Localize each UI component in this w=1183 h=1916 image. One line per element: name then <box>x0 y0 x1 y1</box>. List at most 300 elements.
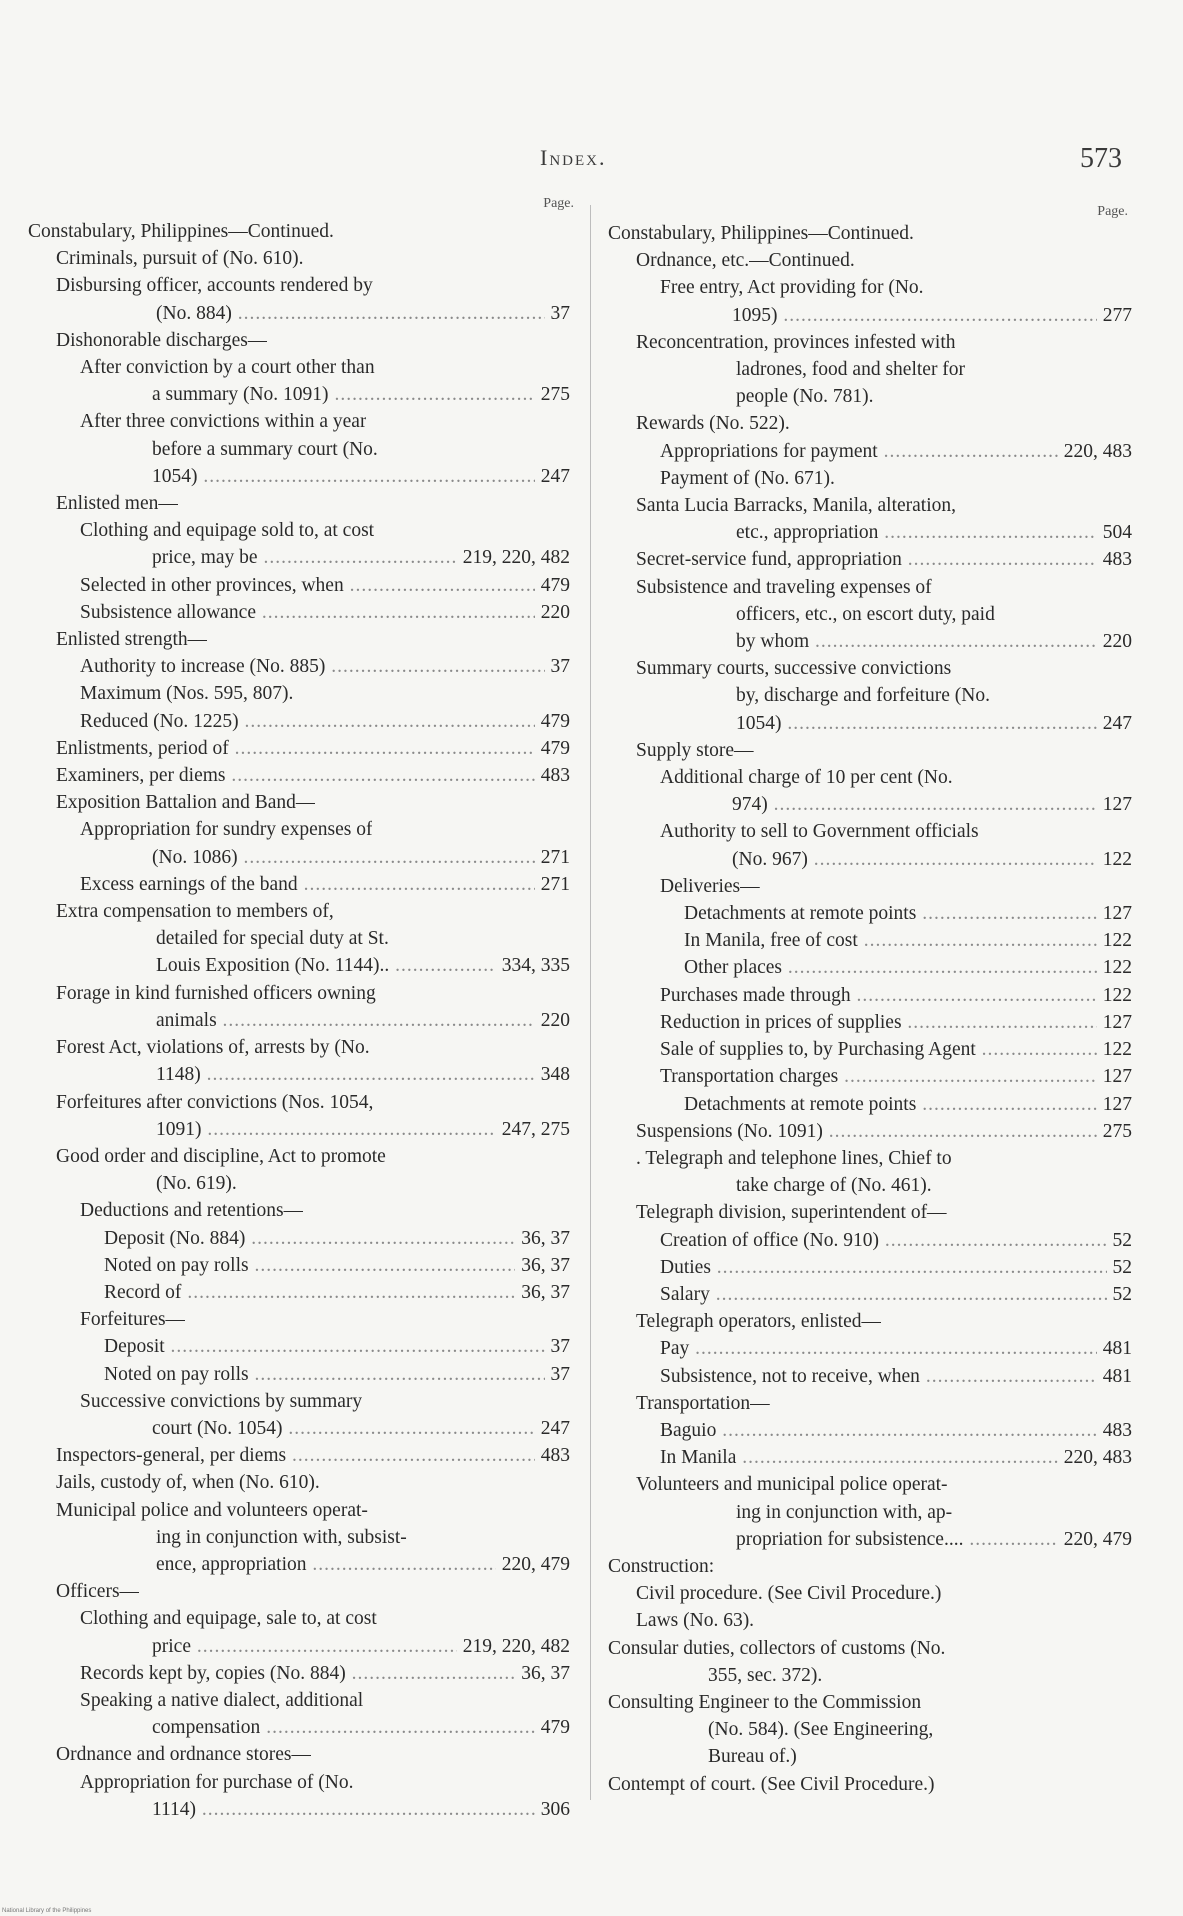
index-entry-text: Record of ..... <box>104 1279 558 1306</box>
index-entry-line <box>156 300 568 327</box>
index-entry <box>80 708 568 735</box>
index-entry <box>660 982 1138 1009</box>
index-entry-text: Jails, custody of, when (No. 610). <box>56 1472 320 1494</box>
index-entry-line <box>156 1551 568 1578</box>
index-page-ref: 37 <box>545 300 571 327</box>
index-page-ref: 220 <box>535 599 570 626</box>
index-page-ref: 277 <box>1097 302 1132 329</box>
index-entry-line <box>660 1444 1138 1471</box>
index-entry <box>56 1034 568 1088</box>
page-header <box>0 145 1183 181</box>
index-page-ref: 275 <box>535 381 570 408</box>
index-entry <box>660 1254 1138 1281</box>
index-entry <box>660 1227 1138 1254</box>
index-entry-text: Deposit (No. 884) ..... <box>104 1225 558 1252</box>
page-column-label: Page. <box>543 196 574 211</box>
index-entry-text: Duties ..... <box>660 1254 1122 1281</box>
index-entry-line <box>56 1089 568 1116</box>
index-entry-text: Supply store— <box>636 739 754 761</box>
index-page-ref: 271 <box>535 871 570 898</box>
index-entry <box>56 1143 568 1197</box>
index-entry-line <box>636 410 1138 437</box>
index-entry-text: Maximum (Nos. 595, 807). <box>80 683 294 705</box>
index-entry-text: After conviction by a court other than <box>80 357 375 379</box>
index-page-ref: 483 <box>1097 546 1132 573</box>
index-entry-text: Appropriation for purchase of (No. <box>80 1771 354 1793</box>
index-entry <box>660 1036 1138 1063</box>
index-entry-text: Secret-service fund, appropriation ..... <box>636 546 1122 573</box>
index-entry-text: Forest Act, violations of, arrests by (No. <box>56 1037 370 1059</box>
index-entry-text: Exposition Battalion and Band— <box>56 792 316 814</box>
index-entry-line <box>80 1605 568 1632</box>
index-entry-line <box>80 1687 568 1714</box>
index-entry-text: Appropriations for payment ..... <box>660 438 1122 465</box>
index-entry-text: Other places ..... <box>684 954 1122 981</box>
index-entry <box>80 1660 568 1687</box>
index-entry-text: Free entry, Act providing for (No. <box>660 277 924 299</box>
index-entry <box>56 1578 568 1605</box>
index-entry-text: Consular duties, collectors of customs (No. <box>608 1637 946 1659</box>
index-entry-text: Deliveries— <box>660 875 760 897</box>
index-entry-text: Clothing and equipage sold to, at cost <box>80 520 375 542</box>
index-page-ref: 220, 479 <box>1058 1526 1132 1553</box>
index-entry <box>56 245 568 272</box>
index-entry-line <box>660 982 1138 1009</box>
index-entry <box>80 816 568 870</box>
index-entry-text: Appropriation for sundry expenses of <box>80 819 373 841</box>
index-entry-line <box>660 1363 1138 1390</box>
index-entry-line <box>156 1524 568 1551</box>
index-entry <box>636 655 1138 737</box>
index-entry <box>660 274 1138 328</box>
index-entry-line <box>684 927 1138 954</box>
index-entry-line <box>80 517 568 544</box>
index-entry <box>660 1009 1138 1036</box>
index-entry-text: Reduction in prices of supplies ..... <box>660 1009 1122 1036</box>
index-entry-line <box>56 898 568 925</box>
index-entry-line <box>80 1306 568 1333</box>
index-entry-line <box>156 952 568 979</box>
index-entry <box>80 653 568 680</box>
index-entry-text: Contempt of court. (See Civil Procedure.) <box>608 1773 935 1795</box>
index-entry-line <box>608 1635 1138 1662</box>
index-entry <box>660 1444 1138 1471</box>
index-entry-text: Telegraph operators, enlisted— <box>636 1311 882 1333</box>
index-entry-line <box>736 1172 1138 1199</box>
index-entry-line <box>732 791 1138 818</box>
index-entry-line <box>56 272 568 299</box>
index-page-ref: 247 <box>1097 710 1132 737</box>
index-entry-line <box>636 492 1138 519</box>
index-entry <box>636 247 1138 274</box>
index-entry-text: Louis Exposition (No. 1144).. ..... <box>156 952 558 979</box>
index-page-ref: 334, 335 <box>496 952 570 979</box>
index-entry-line <box>80 1769 568 1796</box>
index-entry-line <box>636 247 1138 274</box>
index-entry <box>636 329 1138 411</box>
index-entry-line <box>104 1333 568 1360</box>
index-entry-text: Suspensions (No. 1091) ..... <box>636 1118 1122 1145</box>
index-entry-text: ing in conjunction with, ap- <box>736 1501 953 1523</box>
index-entry-text: Selected in other provinces, when ..... <box>80 572 558 599</box>
index-entry-line <box>80 871 568 898</box>
index-entry <box>636 546 1138 573</box>
index-entry-line <box>152 463 568 490</box>
index-entry <box>80 572 568 599</box>
index-entry-text: Construction: <box>608 1555 715 1577</box>
index-entry-line <box>80 1388 568 1415</box>
index-page-ref: 247 <box>535 1415 570 1442</box>
index-entry <box>56 980 568 1034</box>
index-page-ref: 247 <box>535 463 570 490</box>
index-entry-line <box>636 1607 1138 1634</box>
index-entry-text: Forfeitures— <box>80 1309 186 1331</box>
running-title: Index. <box>540 145 607 170</box>
index-page-ref: 36, 37 <box>515 1660 570 1687</box>
index-entry-text: compensation ..... <box>152 1714 558 1741</box>
index-entry <box>80 680 568 707</box>
index-entry-line <box>608 1689 1138 1716</box>
index-entry-line <box>660 873 1138 900</box>
index-entry <box>608 1553 1138 1580</box>
index-entry-text: Constabulary, Philippines—Continued. <box>28 221 334 242</box>
index-entry-text: Creation of office (No. 910) ..... <box>660 1227 1122 1254</box>
index-entry <box>80 871 568 898</box>
index-entry <box>104 1333 568 1360</box>
index-entry-text: Inspectors-general, per diems ..... <box>56 1442 558 1469</box>
index-entry <box>80 1605 568 1659</box>
index-entry <box>56 898 568 980</box>
index-column-right <box>608 200 1138 1798</box>
index-entry-text: Authority to increase (No. 885) ..... <box>80 653 558 680</box>
index-entry <box>636 1199 1138 1226</box>
index-entry-text: Examiners, per diems ..... <box>56 762 558 789</box>
index-entry-text: ence, appropriation ..... <box>156 1551 558 1578</box>
index-page-ref: 37 <box>545 653 571 680</box>
index-entry-text: Deposit ..... <box>104 1333 558 1360</box>
index-entry-text: 1148) ..... <box>156 1061 558 1088</box>
index-entry <box>636 1580 1138 1607</box>
index-entry-text: Forfeitures after convictions (Nos. 1054, <box>56 1091 374 1113</box>
index-entry-line <box>156 1170 568 1197</box>
index-entry-text: officers, etc., on escort duty, paid <box>736 603 995 625</box>
index-entry <box>636 1118 1138 1145</box>
index-entry-text: Additional charge of 10 per cent (No. <box>660 767 953 789</box>
index-entry-text: Payment of (No. 671). <box>660 467 835 489</box>
index-entry <box>636 1145 1138 1199</box>
index-entry-line <box>660 1009 1138 1036</box>
index-entry-line <box>104 1361 568 1388</box>
index-entry-line <box>152 1796 568 1823</box>
index-page-ref: 306 <box>535 1796 570 1823</box>
index-column-left <box>28 196 574 1823</box>
index-entry-line <box>660 1036 1138 1063</box>
index-entry <box>80 1388 568 1442</box>
index-entry-text: (No. 967) ..... <box>732 846 1122 873</box>
index-entry-text: Records kept by, copies (No. 884) ..... <box>80 1660 558 1687</box>
index-page-ref: 52 <box>1107 1281 1133 1308</box>
index-entry <box>104 1252 568 1279</box>
index-page-ref: 247, 275 <box>496 1116 570 1143</box>
index-entry <box>636 574 1138 656</box>
index-entry-text: Criminals, pursuit of (No. 610). <box>56 248 304 270</box>
index-entry-line <box>660 1417 1138 1444</box>
index-entry-text: Ordnance, etc.—Continued. <box>636 250 855 272</box>
index-entry <box>56 272 568 326</box>
index-entry <box>104 1361 568 1388</box>
index-entry-line <box>684 954 1138 981</box>
index-entry-line <box>636 1199 1138 1226</box>
index-entry-text: Speaking a native dialect, additional <box>80 1689 364 1711</box>
index-page-ref: 127 <box>1097 1063 1132 1090</box>
index-entry <box>636 1308 1138 1335</box>
index-entry <box>660 1281 1138 1308</box>
index-page-ref: 275 <box>1097 1118 1132 1145</box>
index-entry-text: In Manila ..... <box>660 1444 1122 1471</box>
index-entry-line <box>56 980 568 1007</box>
index-entry-line <box>80 680 568 707</box>
index-entry-text: etc., appropriation ..... <box>736 519 1122 546</box>
index-entry <box>56 1089 568 1143</box>
index-entry-text: Clothing and equipage, sale to, at cost <box>80 1608 377 1630</box>
index-page-ref: 220, 483 <box>1058 438 1132 465</box>
index-page-ref: 348 <box>535 1061 570 1088</box>
index-entry <box>608 1689 1138 1771</box>
index-entry-line <box>104 1225 568 1252</box>
index-entry <box>636 737 1138 764</box>
index-entry-line <box>636 1580 1138 1607</box>
index-entry-text: animals ..... <box>156 1007 558 1034</box>
index-entry-line <box>152 436 568 463</box>
index-entry-line <box>608 1771 1138 1798</box>
index-entry-line <box>80 354 568 381</box>
index-page-ref: 127 <box>1097 900 1132 927</box>
index-entry-text: Subsistence allowance ..... <box>80 599 558 626</box>
index-page-ref: 483 <box>1097 1417 1132 1444</box>
index-entry-text: ing in conjunction with, subsist- <box>156 1526 407 1548</box>
index-entry <box>660 1417 1138 1444</box>
index-entry-text: (No. 884) ..... <box>156 300 558 327</box>
index-entry-text: Telegraph division, superintendent of— <box>636 1202 947 1224</box>
index-entry-line <box>608 220 1138 247</box>
index-page-ref: 37 <box>545 1333 571 1360</box>
index-entry-line <box>156 925 568 952</box>
index-entry-text: Transportation— <box>636 1392 770 1414</box>
column-divider <box>590 205 591 1800</box>
index-entry-text: Purchases made through ..... <box>660 982 1122 1009</box>
index-page-ref: 479 <box>535 1714 570 1741</box>
index-entry-text: Successive convictions by summary <box>80 1390 363 1412</box>
index-entry-text: Noted on pay rolls ..... <box>104 1361 558 1388</box>
index-entry-text: a summary (No. 1091) ..... <box>152 381 558 408</box>
index-entry-text: Subsistence, not to receive, when ..... <box>660 1363 1122 1390</box>
index-entry <box>80 1306 568 1333</box>
index-entry <box>56 490 568 517</box>
index-entry-text: 1091) ..... <box>156 1116 558 1143</box>
index-entry-line <box>56 1143 568 1170</box>
index-entry-text: Deductions and retentions— <box>80 1200 304 1222</box>
index-entry <box>660 438 1138 465</box>
index-entry-line <box>56 245 568 272</box>
index-entry <box>660 1363 1138 1390</box>
index-entry-line <box>636 737 1138 764</box>
index-entry-text: Consulting Engineer to the Commission <box>608 1691 922 1713</box>
index-entry-line <box>736 519 1138 546</box>
index-entry-line <box>104 1279 568 1306</box>
index-entry-line <box>56 1034 568 1061</box>
index-entry-line <box>636 1145 1138 1172</box>
index-entry-text: 355, sec. 372). <box>708 1664 823 1686</box>
index-entry-text: (No. 1086) ..... <box>152 844 558 871</box>
index-page-ref: 219, 220, 482 <box>457 1633 570 1660</box>
index-page-ref: 271 <box>535 844 570 871</box>
index-page-ref: 122 <box>1097 1036 1132 1063</box>
index-entry <box>684 954 1138 981</box>
index-entry-line <box>56 789 568 816</box>
index-entry-line <box>152 844 568 871</box>
index-entry-text: Volunteers and municipal police operat- <box>636 1474 948 1496</box>
index-entry-line <box>80 1197 568 1224</box>
index-entry <box>660 465 1138 492</box>
index-entry-line <box>56 762 568 789</box>
index-entry-line <box>636 1471 1138 1498</box>
index-page-ref: 219, 220, 482 <box>457 544 570 571</box>
page-column-label: Page. <box>1097 204 1128 219</box>
index-page-ref: 479 <box>535 572 570 599</box>
index-entry <box>56 1497 568 1579</box>
index-page-ref: 483 <box>535 1442 570 1469</box>
index-entry-line <box>636 1118 1138 1145</box>
index-entry-text: Good order and discipline, Act to promote <box>56 1145 386 1167</box>
index-entry <box>636 1390 1138 1417</box>
index-page-ref: 481 <box>1097 1335 1132 1362</box>
index-entry-text: 1054) ..... <box>736 710 1122 737</box>
index-entry-line <box>80 653 568 680</box>
index-entry-line <box>156 1007 568 1034</box>
index-entry <box>684 1091 1138 1118</box>
index-entry-text: Dishonorable discharges— <box>56 329 268 351</box>
index-entry-text: by, discharge and forfeiture (No. <box>736 685 990 707</box>
index-entry-line <box>736 601 1138 628</box>
index-entry <box>608 220 1138 247</box>
index-entry-text: Santa Lucia Barracks, Manila, alteration, <box>636 495 956 517</box>
index-page-ref: 122 <box>1097 846 1132 873</box>
index-entry-text: Baguio ..... <box>660 1417 1122 1444</box>
index-entry-text: propriation for subsistence.... ..... <box>736 1526 1122 1553</box>
index-entry-text: 1054) ..... <box>152 463 558 490</box>
index-entry-text: Forage in kind furnished officers owning <box>56 982 376 1004</box>
index-entry-text: Pay ..... <box>660 1335 1122 1362</box>
index-entry-text: Summary courts, successive convictions <box>636 658 952 680</box>
index-entry-line <box>636 1390 1138 1417</box>
index-entry-line <box>732 846 1138 873</box>
index-entry-line <box>736 628 1138 655</box>
index-entry <box>56 626 568 653</box>
index-entry <box>608 1771 1138 1798</box>
index-page-ref: 122 <box>1097 954 1132 981</box>
index-entry-line <box>152 1633 568 1660</box>
index-page-ref: 52 <box>1107 1227 1133 1254</box>
index-entry <box>660 764 1138 818</box>
index-entry-line <box>684 1091 1138 1118</box>
index-entry <box>636 1607 1138 1634</box>
index-entry-line <box>660 1063 1138 1090</box>
index-page-ref: 52 <box>1107 1254 1133 1281</box>
index-entry-line <box>56 626 568 653</box>
index-entry <box>104 1225 568 1252</box>
index-entry <box>80 1197 568 1224</box>
index-page-ref: 479 <box>535 708 570 735</box>
index-entry <box>56 1469 568 1496</box>
index-entry <box>80 354 568 408</box>
index-entry-text: 1095) ..... <box>732 302 1122 329</box>
index-entry-text: people (No. 781). <box>736 386 874 408</box>
index-page-ref: 36, 37 <box>515 1225 570 1252</box>
index-entry-text: Disbursing officer, accounts rendered by <box>56 275 373 297</box>
index-entry-text: Rewards (No. 522). <box>636 413 790 435</box>
index-entry-line <box>156 1061 568 1088</box>
index-entry-line <box>736 1499 1138 1526</box>
index-entry-text: before a summary court (No. <box>152 438 378 460</box>
index-entry-line <box>660 818 1138 845</box>
index-entry-text: 974) ..... <box>732 791 1122 818</box>
index-page-ref: 127 <box>1097 1091 1132 1118</box>
index-entry-text: Laws (No. 63). <box>636 1610 755 1632</box>
index-page-ref: 220, 483 <box>1058 1444 1132 1471</box>
index-entry-text: Bureau of.) <box>708 1746 797 1768</box>
index-entry-line <box>56 490 568 517</box>
index-entry-line <box>152 1415 568 1442</box>
index-entry <box>636 492 1138 546</box>
index-entry-text: Officers— <box>56 1581 140 1603</box>
index-entry <box>56 789 568 816</box>
index-entry-line <box>736 1526 1138 1553</box>
index-page-ref: 483 <box>535 762 570 789</box>
index-entry <box>80 408 568 490</box>
index-entry-line <box>736 682 1138 709</box>
index-entry-line <box>660 438 1138 465</box>
index-entry-line <box>636 546 1138 573</box>
index-entry-line <box>736 356 1138 383</box>
index-entry-line <box>660 764 1138 791</box>
index-entry <box>104 1279 568 1306</box>
index-entry-line <box>156 1116 568 1143</box>
index-entry-text: price ..... <box>152 1633 558 1660</box>
page-number: 573 <box>1080 143 1122 174</box>
index-entry-text: Noted on pay rolls ..... <box>104 1252 558 1279</box>
index-entry <box>684 900 1138 927</box>
index-entry-line <box>736 710 1138 737</box>
index-entry-text: In Manila, free of cost ..... <box>684 927 1122 954</box>
index-entry-text: Reduced (No. 1225) ..... <box>80 708 558 735</box>
index-entry-line <box>28 218 568 245</box>
index-entry-text: Detachments at remote points ..... <box>684 900 1122 927</box>
index-entry <box>80 1687 568 1741</box>
index-entry-line <box>80 1660 568 1687</box>
index-entry-line <box>104 1252 568 1279</box>
index-entry-text: Enlisted men— <box>56 493 178 515</box>
index-entry-text: Enlisted strength— <box>56 629 208 651</box>
index-entry-line <box>56 735 568 762</box>
index-entry-text: Detachments at remote points ..... <box>684 1091 1122 1118</box>
index-page-ref: 36, 37 <box>515 1279 570 1306</box>
index-entry <box>636 410 1138 437</box>
index-entry-line <box>636 574 1138 601</box>
index-entry-text: . Telegraph and telephone lines, Chief to <box>636 1147 952 1169</box>
index-entry-text: price, may be ..... <box>152 544 558 571</box>
index-entry-line <box>152 1714 568 1741</box>
index-entry-text: After three convictions within a year <box>80 411 367 433</box>
